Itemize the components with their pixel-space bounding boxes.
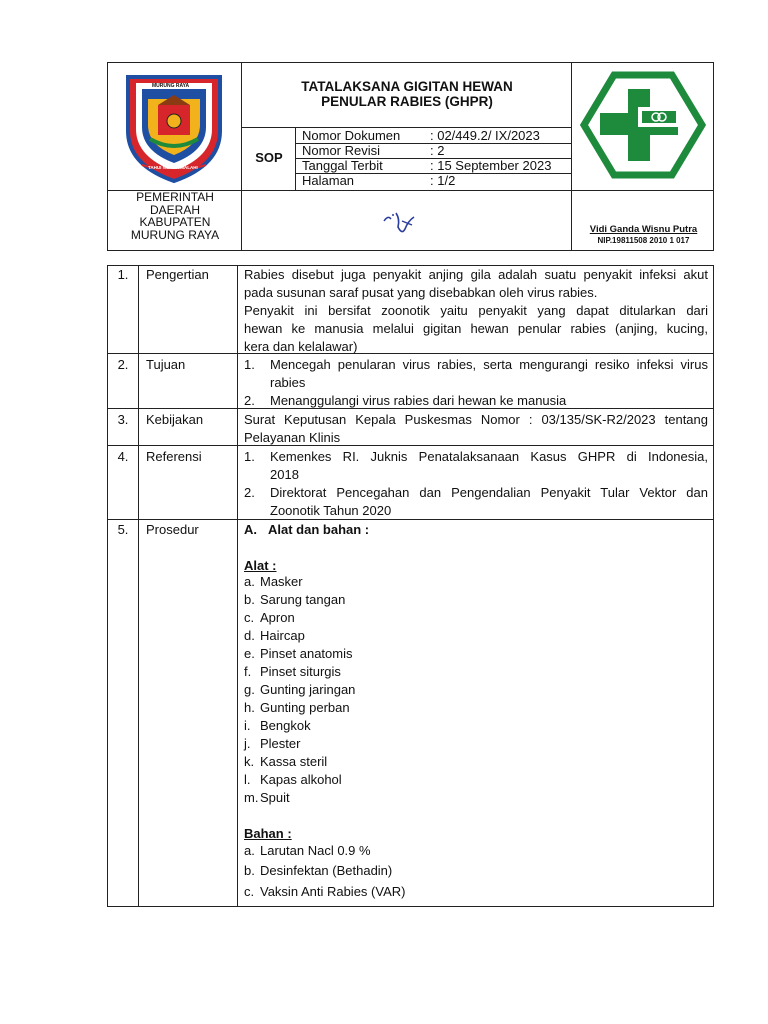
kabupaten-logo <box>118 69 230 185</box>
logo-text-bottom: TAHUI NOHKA MALAHI <box>148 165 198 170</box>
meta-row-nomor-revisi: Nomor Revisi : 2 <box>296 143 572 159</box>
procedure-table: 1. Pengertian Rabies disebut juga penyakit anjing gila adalah suatu penyakit infeksi akut pada susunan saraf pusat yang disebabkan oleh virus rabies. Penyakit ini bersifat zoonotik yaitu penyakit yang dapat ditularkan dari hewan ke manusia melalui gigitan hewan penular rabies (anjing, kucing, kera dan kelalawar) 2. Tujuan 1. Mencegah penularan virus rabies, serta mengurangi resiko infeksi virus rabies 2. Menanggulangi virus rabies dari hewan ke manusia 3. Kebijakan Surat Keputusan Kepala Puskesmas Nomor : 03/135/SK-R2/2023 tentang Pelayanan Klinis 4. Referensi 1. Kemenkes RI. Juknis Penatalaksanaan Kasus GHPR di Indonesia, 2018 2. Direktorat Pencegahan dan Pengendalian Penyakit Tular Vektor dan Zoonotik Tahun 2020 5. Prosedur A. Alat dan bahan : Alat : a. Masker b. Sarung tangan c. Apron d. Haircap e. Pinset anatomis f. Pinset siturgis g. Gunting jaringan h. Gunting perban i. Bengkok j. Plester k. Kassa steril l. Kapas alkohol m. Spuit Bahan : a. Larutan Nacl 0.9 % b. Desinfektan (Bethadin) c. Vaksin Anti Rabies (VAR) <box>107 265 714 907</box>
signer-name: Vidi Ganda Wisnu Putra <box>589 224 698 235</box>
list-item: d. Haircap <box>244 628 305 643</box>
bahan-title: Bahan : <box>244 826 292 841</box>
list-item: e. Pinset anatomis <box>244 646 353 661</box>
pengertian-text: Rabies disebut juga penyakit anjing gila adalah suatu penyakit infeksi akut pada susunan saraf pusat yang disebabkan oleh virus rabies. Penyakit ini bersifat zoonotik yaitu penyakit yang dapat ditularkan dari hewan ke manusia melalui gigitan hewan penular rabies (anjing, kucing, kera dan kelalawar) <box>244 267 708 354</box>
list-item: a. Masker <box>244 574 303 589</box>
list-item: j. Plester <box>244 736 301 751</box>
list-item: c. Apron <box>244 610 295 625</box>
list-item: f. Pinset siturgis <box>244 664 341 679</box>
document-title: TATALAKSANA GIGITAN HEWAN PENULAR RABIES (GHPR) <box>301 79 513 109</box>
logo-text-top: MURUNG RAYA <box>152 83 190 89</box>
list-item: l. Kapas alkohol <box>244 772 342 787</box>
signer-nip: NIP.19811508 2010 1 017 <box>597 236 690 245</box>
sop-header <box>107 62 714 251</box>
government-name: PEMERINTAH DAERAH KABUPATEN MURUNG RAYA <box>130 190 220 242</box>
alat-title: Alat : <box>244 558 277 573</box>
meta-row-nomor-dokumen: Nomor Dokumen : 02/449.2/ IX/2023 <box>296 128 572 144</box>
meta-row-halaman: Halaman : 1/2 <box>302 173 456 188</box>
list-item: c. Vaksin Anti Rabies (VAR) <box>244 884 406 899</box>
meta-row-tanggal-terbit: Tanggal Terbit : 15 September 2023 <box>296 158 572 174</box>
list-item: m. Spuit <box>244 790 290 805</box>
signature-mark <box>378 205 428 239</box>
document-meta <box>296 128 572 190</box>
puskesmas-logo <box>578 71 708 179</box>
list-item: a. Larutan Nacl 0.9 % <box>244 843 371 858</box>
list-item: b. Desinfektan (Bethadin) <box>244 863 393 878</box>
list-item: k. Kassa steril <box>244 754 328 769</box>
list-item: h. Gunting perban <box>244 700 350 715</box>
sop-label: SOP <box>255 150 283 165</box>
list-item: b. Sarung tangan <box>244 592 346 607</box>
prosedur-heading: A. Alat dan bahan : <box>244 522 370 537</box>
list-item: g. Gunting jaringan <box>244 682 356 697</box>
list-item: i. Bengkok <box>244 718 311 733</box>
